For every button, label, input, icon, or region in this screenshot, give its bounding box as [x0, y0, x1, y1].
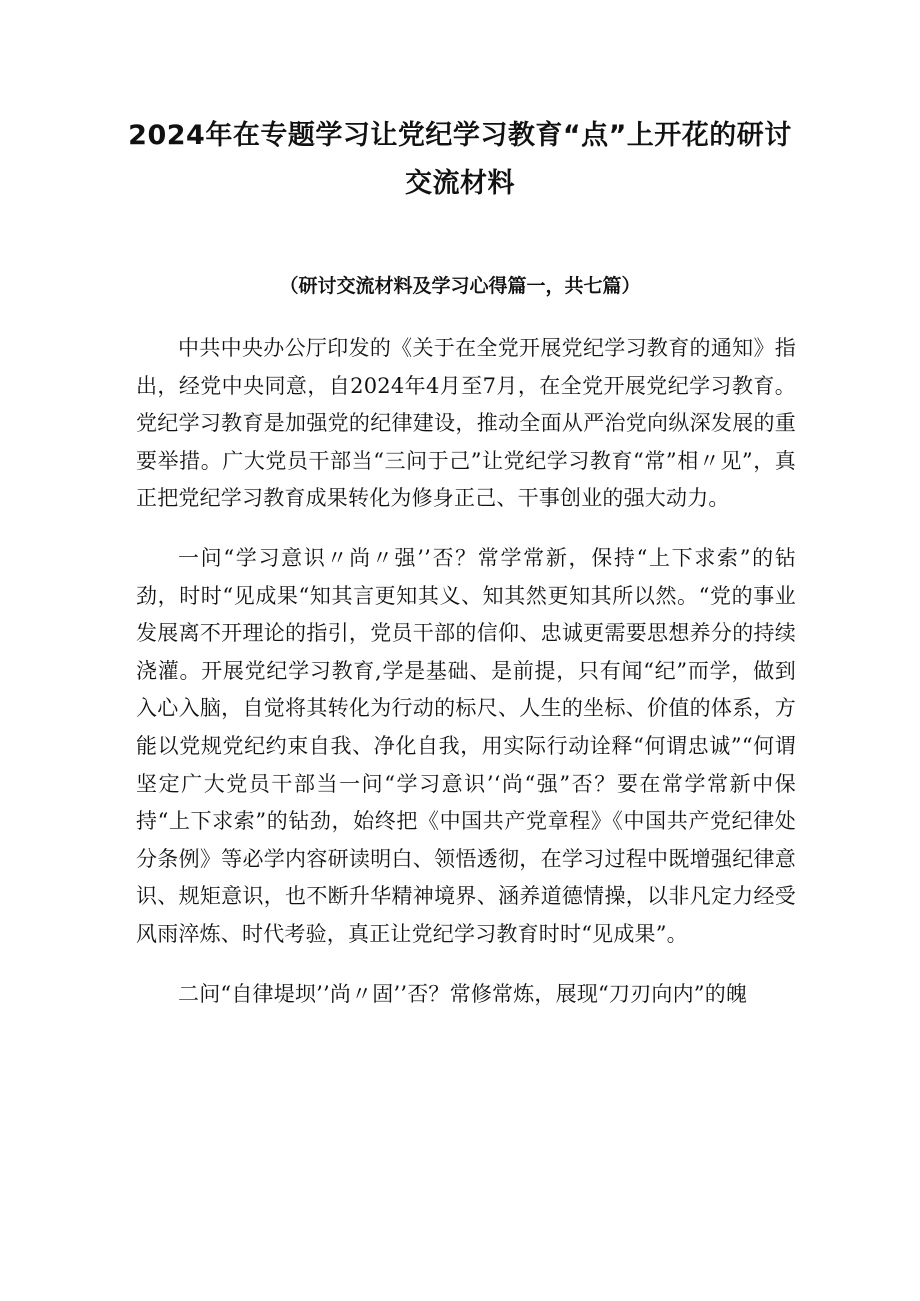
paragraph-intro: 中共中央办公厅印发的《关于在全党开展党纪学习教育的通知》指出，经党中央同意，自2024年4月至7月，在全党开展党纪学习教育。党纪学习教育是加强党的纪律建设，推动全面从严治党向纵深发展的重要举措。广大党员干部当“三问于己”让党纪学习教育“常”相〃见”，真正把党纪学习教育成果转化为修身正己、干事创业的强大动力。 — [136, 336, 796, 511]
document-body — [136, 330, 796, 1035]
paragraph-second-question: 二问“自律堤坝’’尚〃固’’否？常修常炼，展现“刀刃向内”的魄 — [178, 981, 748, 1006]
document-subtitle: （研讨交流材料及学习心得篇一，共七篇） — [279, 275, 641, 297]
document-title: 2024年在专题学习让党纪学习教育“点”上开花的研讨交流材料 — [128, 120, 792, 199]
paragraph-first-question: 一问“学习意识〃尚〃强’’否？常学常新，保持“上下求索”的钻劲，时时“见成果“知其言更知其义、知其然更知其所以然。“党的事业发展离不开理论的指引，党员干部的信仰、忠诚更需要思想养分的持续浇灌。开展党纪学习教育,学是基础、是前提，只有闻“纪”而学，做到入心入脑，自觉将其转化为行动的标尺、人生的坐标、价值的体系，方能以党规党纪约束自我、净化自我，用实际行动诠释“何谓忠诚”“何谓坚定广大党员干部当一问“学习意识’‘尚“强”否？要在常学常新中保持“上下求索”的钻劲，始终把《中国共产党章程》《中国共产党纪律处分条例》等必学内容研读明白、领悟透彻，在学习过程中既增强纪律意识、规矩意识，也不断升华精神境界、涵养道德情操，以非凡定力经受风雨淬炼、时代考验，真正让党纪学习教育时时“见成果”。 — [136, 545, 796, 946]
